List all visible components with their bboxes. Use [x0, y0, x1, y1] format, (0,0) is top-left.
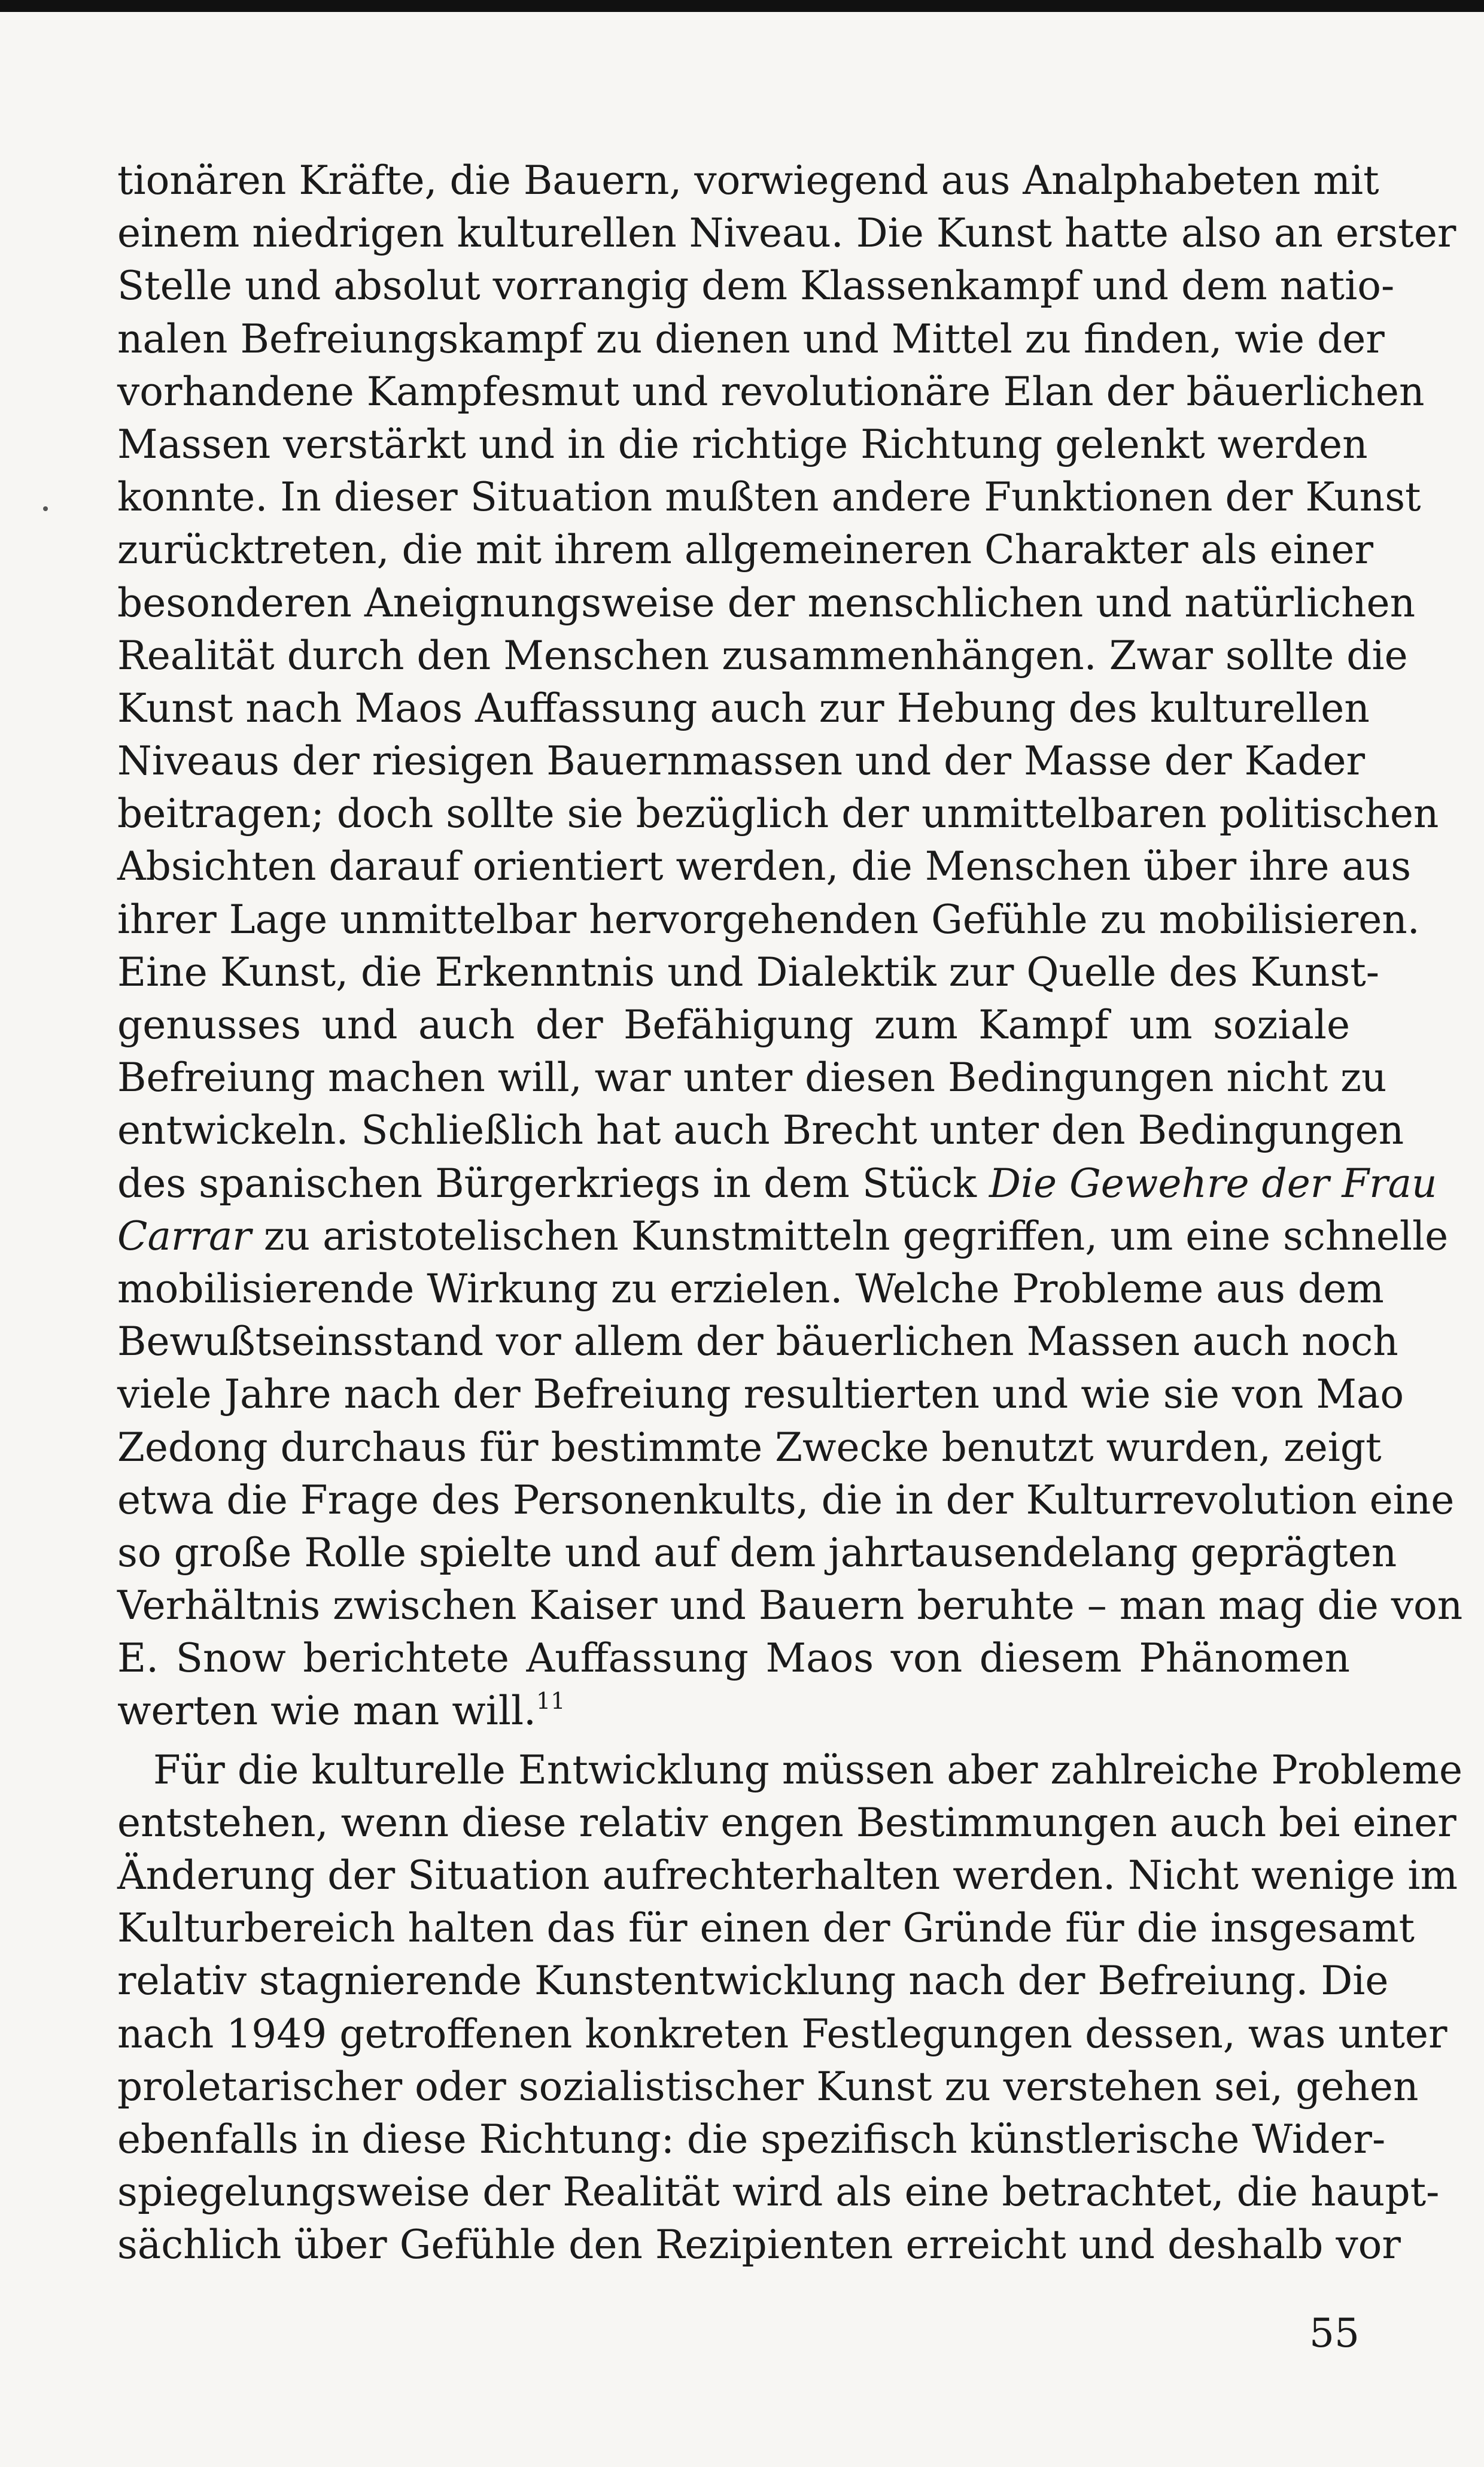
text-line: E. Snow berichtete Auffassung Maos von diesem Phänomen — [117, 1635, 1350, 1682]
paragraph-2 — [117, 1744, 1463, 2272]
text-line: Für die kulturelle Entwicklung müssen aber zahlreiche Probleme — [153, 1746, 1463, 1793]
text-line: mobilisierende Wirkung zu erzielen. Welche Probleme aus dem — [117, 1265, 1384, 1312]
footnote-reference[interactable]: 11 — [536, 1688, 565, 1715]
text-line: nach 1949 getroffenen konkreten Festlegungen dessen, was unter — [117, 2010, 1447, 2057]
text-line: Befreiung machen will, war unter diesen Bedingungen nicht zu — [117, 1055, 1387, 1101]
text-line: proletarischer oder sozialistischer Kunst zu verstehen sei, gehen — [117, 2063, 1419, 2110]
text-line — [117, 1685, 1350, 1737]
text-line: viele Jahre nach der Befreiung resultierten und wie sie von Mao — [117, 1371, 1404, 1418]
text-segment: werten wie man will. — [117, 1688, 537, 1734]
text-line: ihrer Lage unmittelbar hervorgehenden Gefühle zu mobilisieren. — [117, 896, 1420, 943]
text-line: ebenfalls in diese Richtung: die spezifisch künstlerische Wider- — [117, 2116, 1386, 2162]
text-line: Eine Kunst, die Erkenntnis und Dialektik zur Quelle des Kunst- — [117, 949, 1380, 995]
text-line: entstehen, wenn diese relativ engen Bestimmungen auch bei einer — [117, 1799, 1456, 1846]
body-text — [117, 154, 1463, 2272]
text-line: spiegelungsweise der Realität wird als eine betrachtet, die haupt- — [117, 2169, 1440, 2216]
scan-top-edge — [0, 0, 1484, 12]
text-line: so große Rolle spielte und auf dem jahrtausendelang geprägten — [117, 1529, 1397, 1576]
text-line: nalen Befreiungskampf zu dienen und Mittel zu finden, wie der — [117, 315, 1385, 362]
text-line: entwickeln. Schließlich hat auch Brecht unter den Bedingungen — [117, 1107, 1404, 1154]
text-line: relativ stagnierende Kunstentwicklung nach der Befreiung. Die — [117, 1958, 1389, 2004]
text-line — [117, 1210, 1449, 1263]
text-line: tionären Kräfte, die Bauern, vorwiegend aus Analphabeten mit — [117, 157, 1379, 203]
text-line: Realität durch den Menschen zusammenhängen. Zwar sollte die — [117, 632, 1408, 679]
text-line: Stelle und absolut vorrangig dem Klassenkampf und dem natio- — [117, 263, 1395, 309]
text-line: zurücktreten, die mit ihrem allgemeineren Charakter als einer — [117, 527, 1374, 573]
text-line — [117, 1157, 1437, 1210]
play-title-italic: Die Gewehre der Frau — [989, 1160, 1437, 1207]
text-line: etwa die Frage des Personenkults, die in der Kulturrevolution eine — [117, 1476, 1455, 1523]
text-line: Änderung der Situation aufrechterhalten werden. Nicht wenige im — [117, 1852, 1458, 1898]
text-line: sächlich über Gefühle den Rezipienten erreicht und deshalb vor — [117, 2222, 1401, 2268]
text-line: genusses und auch der Befähigung zum Kampf um soziale — [117, 1002, 1350, 1048]
text-line: Verhältnis zwischen Kaiser und Bauern beruhte – man mag die von — [117, 1582, 1463, 1629]
text-line: Massen verstärkt und in die richtige Richtung gelenkt werden — [117, 421, 1368, 467]
paragraph-1 — [117, 154, 1463, 1738]
text-line: konnte. In dieser Situation mußten andere Funktionen der Kunst — [117, 474, 1421, 521]
margin-mark — [43, 506, 48, 511]
text-line: vorhandene Kampfesmut und revolutionäre Elan der bäuerlichen — [117, 368, 1425, 415]
page-number: 55 — [1309, 2310, 1360, 2356]
text-line: Absichten darauf orientiert werden, die Menschen über ihre aus — [117, 843, 1412, 890]
text-line: Zedong durchaus für bestimmte Zwecke benutzt wurden, zeigt — [117, 1424, 1382, 1471]
text-segment: des spanischen Bürgerkriegs in dem Stück — [117, 1160, 989, 1207]
text-segment: zu aristotelischen Kunstmitteln gegriffen, um eine schnelle — [251, 1213, 1449, 1259]
play-title-italic: Carrar — [117, 1213, 251, 1259]
text-line: beitragen; doch sollte sie bezüglich der unmittelbaren politischen — [117, 791, 1439, 837]
text-line: Niveaus der riesigen Bauernmassen und der Masse der Kader — [117, 738, 1366, 785]
text-line: Kulturbereich halten das für einen der Gründe für die insgesamt — [117, 1905, 1415, 1952]
text-line: Bewußtseinsstand vor allem der bäuerlichen Massen auch noch — [117, 1318, 1398, 1365]
text-line: Kunst nach Maos Auffassung auch zur Hebung des kulturellen — [117, 685, 1370, 731]
text-line: besonderen Aneignungsweise der menschlichen und natürlichen — [117, 579, 1416, 626]
text-line: einem niedrigen kulturellen Niveau. Die Kunst hatte also an erster — [117, 210, 1456, 257]
